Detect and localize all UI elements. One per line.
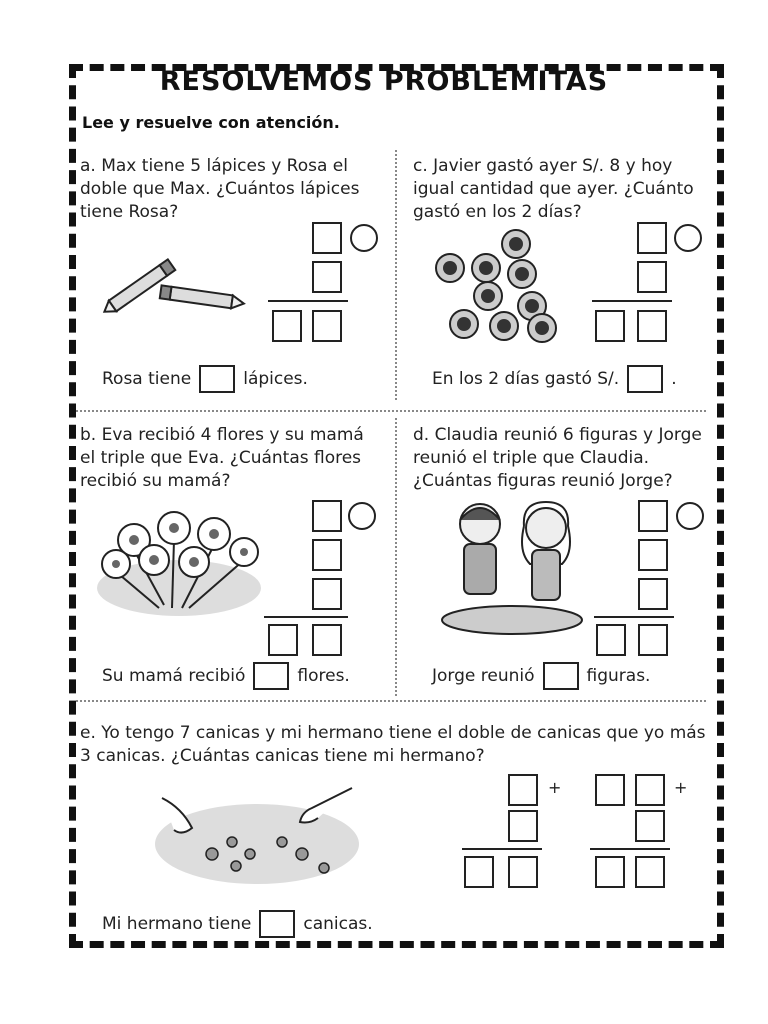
a-box-middle[interactable] [312,261,342,293]
d-box-second[interactable] [638,539,668,571]
problem-c-answer [432,365,677,393]
e2-box-result-tens[interactable] [595,856,625,888]
problem-b-answer [102,662,350,690]
b-box-result-tens[interactable] [268,624,298,656]
d-answer-prefix: Jorge reunió [432,666,535,686]
b-box-third[interactable] [312,578,342,610]
e-answer-box[interactable] [259,910,295,938]
instructions: Lee y resuelve con atención. [82,113,340,132]
a-operator-circle[interactable] [350,224,378,252]
d-box-result-tens[interactable] [596,624,626,656]
d-operator-circle[interactable] [676,502,704,530]
problem-c-text: c. Javier gastó ayer S/. 8 y hoy igual cantidad que ayer. ¿Cuánto gastó en los 2 días? [413,156,694,222]
e1-box-result-units[interactable] [508,856,538,888]
a-sum-line [268,300,348,302]
divider-col-top [395,150,397,400]
d-box-third[interactable] [638,578,668,610]
e2-box-top-units[interactable] [635,774,665,806]
c-operator-circle[interactable] [674,224,702,252]
a-answer-prefix: Rosa tiene [102,369,192,389]
children-icon [438,494,586,639]
c-answer-suffix: . [671,369,677,389]
c-answer-prefix: En los 2 días gastó S/. [432,369,620,389]
problem-a-text: a. Max tiene 5 lápices y Rosa el doble que Max. ¿Cuántos lápices tiene Rosa? [80,156,360,222]
problem-d-answer [432,662,650,690]
flower-icon [94,500,264,625]
c-sum-line [592,300,672,302]
a-answer-suffix: lápices. [243,369,308,389]
divider-col-mid [395,418,397,696]
e-answer-suffix: canicas. [303,914,373,934]
problem-e-text: e. Yo tengo 7 canicas y mi hermano tiene el doble de canicas que yo más 3 canicas. ¿Cuántas canicas tiene mi hermano? [80,723,706,766]
divider-row1 [76,410,706,412]
e1-box-result-tens[interactable] [464,856,494,888]
pencil-icon [98,250,258,320]
d-answer-suffix: figuras. [586,666,651,686]
b-box-second[interactable] [312,539,342,571]
d-box-result-units[interactable] [638,624,668,656]
e2-sum-line [590,848,670,850]
c-box-result-units[interactable] [637,310,667,342]
page-title: RESOLVEMOS PROBLEMITAS [159,66,609,97]
a-box-result-tens[interactable] [272,310,302,342]
d-answer-box[interactable] [543,662,579,690]
e2-plus-sign: + [674,778,688,797]
b-answer-prefix: Su mamá recibió [102,666,246,686]
a-box-top[interactable] [312,222,342,254]
problem-d-text: d. Claudia reunió 6 figuras y Jorge reunió el triple que Claudia. ¿Cuántas figuras reunió Jorge? [413,425,702,491]
coin-icon [428,228,588,348]
problem-e-answer [102,910,373,938]
e1-box-middle[interactable] [508,810,538,842]
b-answer-suffix: flores. [297,666,350,686]
b-sum-line [264,616,348,618]
e2-box-middle[interactable] [635,810,665,842]
e2-box-top-tens[interactable] [595,774,625,806]
e1-sum-line [462,848,542,850]
marbles-icon [152,778,362,888]
d-sum-line [594,616,674,618]
c-box-middle[interactable] [637,261,667,293]
b-operator-circle[interactable] [348,502,376,530]
d-box-top[interactable] [638,500,668,532]
e1-box-top[interactable] [508,774,538,806]
problem-b-text: b. Eva recibió 4 flores y su mamá el triple que Eva. ¿Cuántas flores recibió su mamá? [80,425,364,491]
problem-a-answer [102,365,308,393]
e1-plus-sign: + [548,778,562,797]
a-answer-box[interactable] [199,365,235,393]
c-answer-box[interactable] [627,365,663,393]
divider-row2 [76,700,706,702]
b-box-result-units[interactable] [312,624,342,656]
b-box-top[interactable] [312,500,342,532]
e-answer-prefix: Mi hermano tiene [102,914,252,934]
b-answer-box[interactable] [253,662,289,690]
e2-box-result-units[interactable] [635,856,665,888]
a-box-result-units[interactable] [312,310,342,342]
c-box-result-tens[interactable] [595,310,625,342]
c-box-top[interactable] [637,222,667,254]
